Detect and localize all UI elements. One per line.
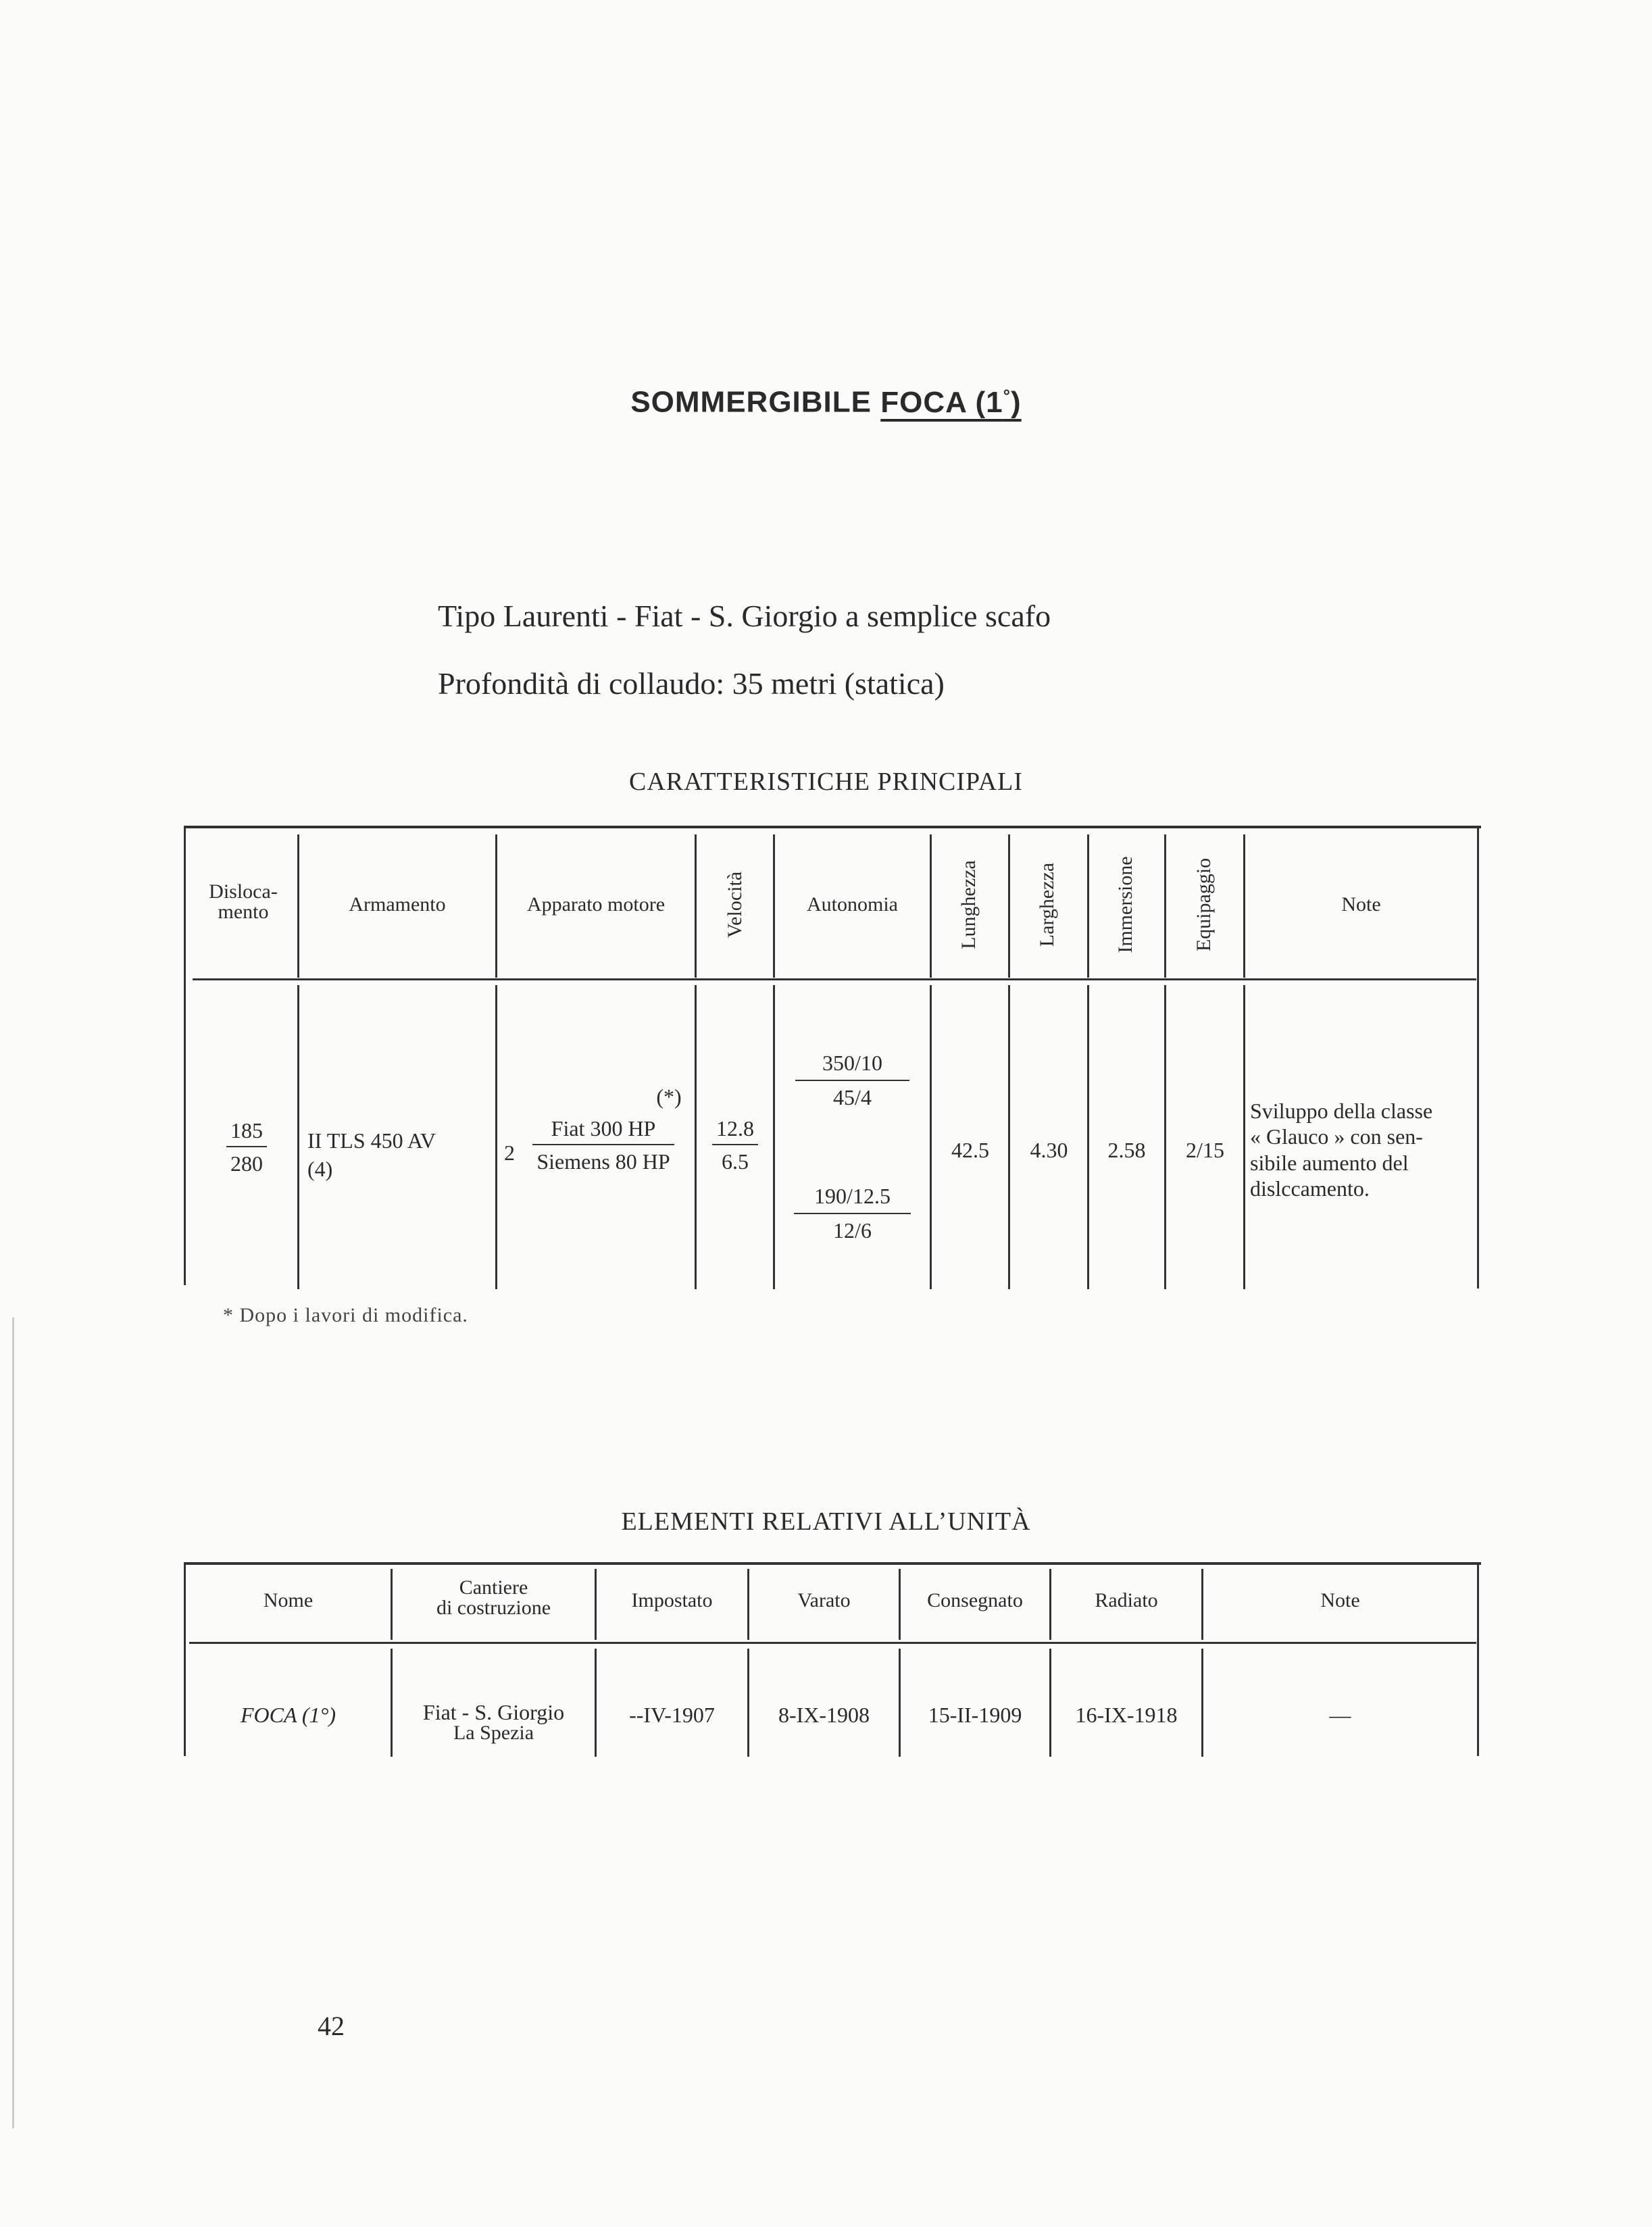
header-impostato: Impostato [631, 1589, 713, 1611]
table1-col-divider [1008, 834, 1010, 978]
cell-note: Sviluppo della classe « Glauco » con sen- sibile aumento del dislccamento. [1250, 1099, 1433, 1201]
header-cantiere: Cantiere di costruzione [436, 1576, 551, 1619]
table1-right-border [1477, 826, 1479, 1288]
profondita-line: Profondità di collaudo: 35 metri (statica) [438, 666, 945, 701]
cell-consegnato: 15-II-1909 [928, 1703, 1022, 1727]
table1-col-divider [695, 834, 697, 978]
cell-cantiere: Fiat - S. Giorgio La Spezia [422, 1700, 565, 1744]
header-autonomia: Autonomia [807, 893, 898, 916]
cell-impostato: --IV-1907 [629, 1703, 715, 1727]
tipo-line: Tipo Laurenti - Fiat - S. Giorgio a semplice scafo [438, 599, 1051, 633]
table2-top-rule [184, 1562, 1481, 1565]
table2-right-border [1477, 1562, 1479, 1756]
elementi-caption: ELEMENTI RELATIVI ALL’UNITÀ [621, 1507, 1031, 1536]
table1-header-rule [193, 978, 1476, 980]
header-note: Note [1320, 1589, 1360, 1611]
table1-col-divider [1164, 985, 1166, 1289]
cell-apparato-count: 2 [504, 1141, 515, 1165]
cell-autonomia-1: $\frac{350/10}{45/4}$ [775, 1051, 930, 1110]
page-title [0, 385, 1652, 420]
title-name: FOCA (1°) [880, 385, 1022, 419]
header-dislocamento: Disloca- mento [209, 880, 278, 923]
cell-note: — [1329, 1703, 1351, 1727]
header-nome: Nome [263, 1589, 314, 1611]
header-note: Note [1341, 893, 1381, 916]
table1-col-divider [1008, 985, 1010, 1289]
table1-left-border [184, 826, 186, 1285]
header-velocita: Velocità [724, 871, 746, 939]
cell-apparato-mark: (*) [656, 1084, 682, 1109]
table1-top-rule [184, 826, 1481, 828]
header-varato: Varato [797, 1589, 851, 1611]
header-lunghezza: Lunghezza [957, 860, 980, 949]
cell-apparato-motore: $\frac{\text{Fiat 300 HP}}{\text{Siemens 80 HP}}$ [515, 1116, 692, 1174]
table1-col-divider [1164, 834, 1166, 978]
cell-armamento: II TLS 450 AV (4) [307, 1128, 436, 1181]
caratteristiche-caption: CARATTERISTICHE PRINCIPALI [628, 768, 1024, 796]
header-radiato: Radiato [1095, 1589, 1158, 1611]
table1-col-divider [297, 985, 299, 1289]
table1-col-divider [773, 985, 775, 1289]
title-prefix: SOMMERGIBILE [630, 385, 872, 419]
scan-edge [12, 1318, 14, 2128]
cell-varato: 8-IX-1908 [778, 1703, 870, 1727]
table1-col-divider [695, 985, 697, 1289]
header-equipaggio: Equipaggio [1193, 857, 1215, 952]
table1-col-divider [930, 834, 932, 978]
cell-lunghezza: 42.5 [951, 1138, 989, 1162]
table1-col-divider [930, 985, 932, 1289]
header-armamento: Armamento [349, 893, 446, 916]
footnote: * Dopo i lavori di modifica. [223, 1304, 468, 1326]
cell-radiato: 16-IX-1918 [1075, 1703, 1178, 1727]
cell-velocita: $\frac{12.8}{6.5}$ [699, 1116, 772, 1174]
cell-larghezza: 4.30 [1030, 1138, 1068, 1162]
table1-col-divider [1087, 985, 1089, 1289]
cell-immersione: 2.58 [1107, 1138, 1146, 1162]
cell-nome: FOCA (1°) [240, 1703, 336, 1727]
table2-header-rule [189, 1642, 1476, 1644]
header-immersione: Immersione [1114, 856, 1136, 953]
cell-autonomia-2: $\frac{190/12.5}{12/6}$ [775, 1184, 930, 1243]
header-consegnato: Consegnato [927, 1589, 1023, 1611]
header-apparato-motore: Apparato motore [526, 893, 666, 916]
table1-col-divider [1243, 985, 1245, 1289]
header-larghezza: Larghezza [1036, 862, 1058, 947]
page-number: 42 [318, 2011, 345, 2041]
cell-equipaggio: 2/15 [1186, 1138, 1224, 1162]
cell-dislocamento: $\frac{185}{280}$ [199, 1118, 294, 1176]
table1-col-divider [1087, 834, 1089, 978]
